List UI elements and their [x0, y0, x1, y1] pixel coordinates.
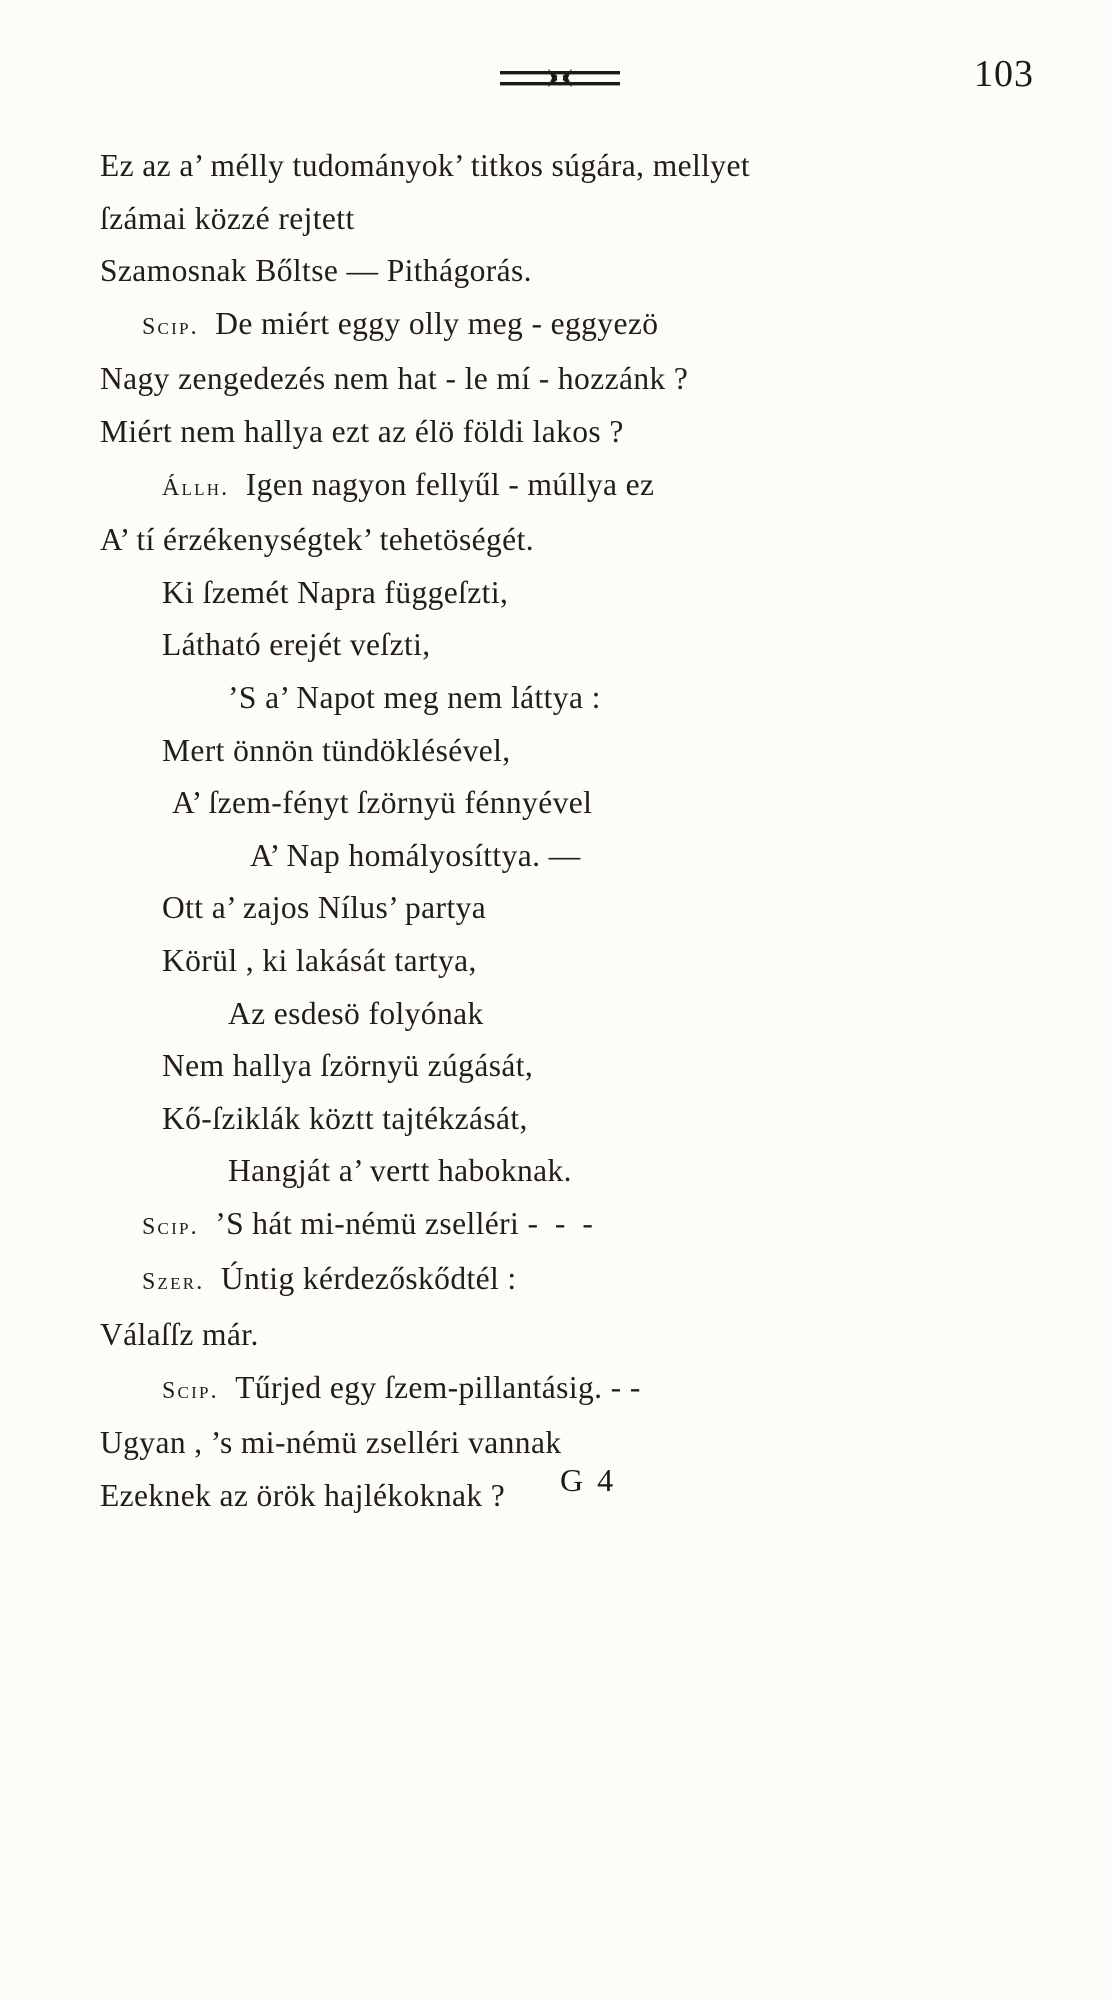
text-line	[100, 353, 1030, 406]
verse-line	[100, 1093, 1030, 1146]
text-line	[100, 514, 1030, 567]
text-line	[100, 140, 1030, 193]
verse-line	[100, 619, 1030, 672]
line-text: Tűrjed egy ſzem-pillantásig. - -	[235, 1369, 641, 1405]
verse-line	[100, 567, 1030, 620]
verse-line	[100, 935, 1030, 988]
text-line	[100, 1309, 1030, 1362]
signature-mark: G 4	[560, 1462, 617, 1498]
line-text: Ott a’ zajos Nílus’ partya	[162, 890, 487, 926]
line-text: Hangját a’ vertt haboknak.	[228, 1153, 572, 1189]
verse-line	[100, 988, 1030, 1041]
speech-line	[100, 1362, 1030, 1418]
line-text: ſzámai közzé rejtett	[100, 200, 355, 236]
speaker-label: Szer.	[142, 1269, 221, 1296]
page-header	[100, 52, 1034, 112]
line-text: Válaſſz már.	[100, 1317, 259, 1353]
line-text: Igen nagyon fellyűl - múllya ez	[245, 466, 655, 502]
speaker-label: Scip.	[142, 1213, 216, 1240]
speaker-label: Állh.	[162, 474, 246, 501]
printers-ornament-icon	[500, 66, 620, 92]
text-line	[100, 245, 1030, 298]
verse-line	[100, 725, 1030, 778]
line-text: Úntig kérdezőskődtél :	[220, 1261, 517, 1297]
speaker-label: Scip.	[162, 1377, 236, 1404]
line-text: Ki ſzemét Napra függeſzti,	[162, 574, 509, 610]
speech-line	[100, 1198, 1030, 1254]
speech-line	[100, 459, 1030, 515]
line-text: A’ Nap homályosíttya. —	[250, 837, 581, 873]
line-text: Körül , ki lakását tartya,	[162, 942, 477, 978]
line-text: Az esdesö folyónak	[228, 995, 484, 1031]
verse-line	[100, 882, 1030, 935]
line-text: A’ tí érzékenységtek’ tehetöségét.	[100, 522, 534, 558]
line-text: Ugyan , ’s mi-némü zselléri vannak	[100, 1425, 562, 1461]
page-number: 103	[974, 53, 1034, 95]
line-text: ’S a’ Napot meg nem láttya :	[228, 679, 601, 715]
line-text: Ez az a’ mélly tudományok’ titkos súgára, mellyet	[100, 148, 750, 183]
line-text: Kő-ſziklák köztt tajtékzását,	[162, 1100, 528, 1136]
line-text: Nem hallya ſzörnyü zúgását,	[162, 1048, 534, 1084]
line-text: Miért nem hallya ezt az élö földi lakos ?	[100, 413, 624, 449]
speech-line	[100, 298, 1030, 354]
line-text: De miért eggy olly meg - eggyezö	[215, 305, 659, 341]
text-line	[100, 406, 1030, 459]
poem-body	[100, 140, 1030, 1522]
line-text: Látható erejét veſzti,	[162, 627, 431, 663]
text-line	[100, 193, 1030, 246]
line-text: A’ ſzem-fényt ſzörnyü fénnyével	[172, 785, 593, 821]
line-text: Nagy zengedezés nem hat - le mí - hozzánk ?	[100, 361, 689, 397]
verse-line	[100, 777, 1030, 830]
line-text: Ezeknek az örök hajlékoknak ?	[100, 1477, 506, 1513]
line-text: Mert önnön tündöklésével,	[162, 732, 511, 768]
speech-line	[100, 1253, 1030, 1309]
verse-line	[100, 830, 1030, 883]
speaker-label: Scip.	[142, 313, 216, 340]
line-text: Szamosnak Bőltse — Pithágorás.	[100, 253, 532, 289]
verse-line	[100, 1145, 1030, 1198]
verse-line	[100, 1040, 1030, 1093]
line-text: ’S hát mi-némü zselléri - - -	[215, 1205, 594, 1241]
verse-line	[100, 672, 1030, 725]
